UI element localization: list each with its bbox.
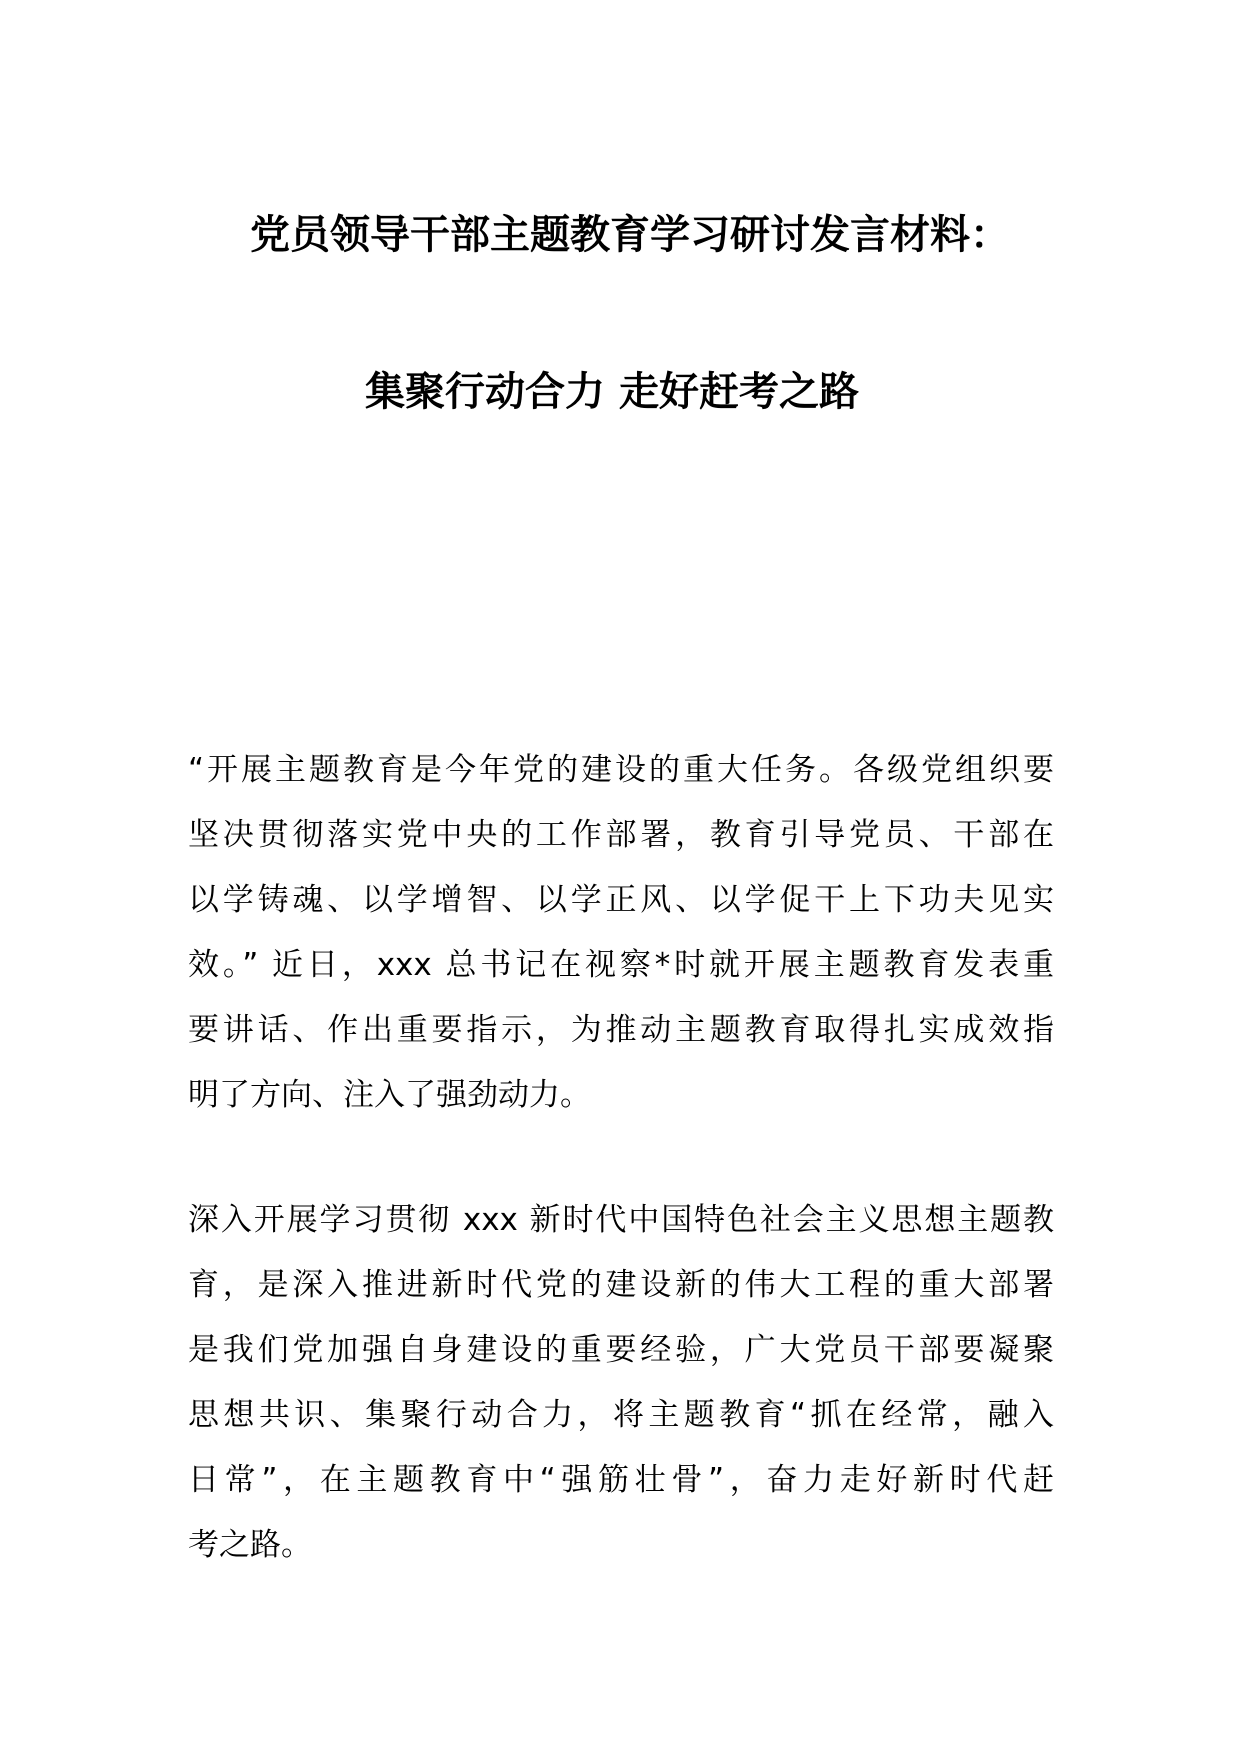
paragraph-line: “开展主题教育是今年党的建设的重大任务。各级党组织要 <box>188 752 1054 788</box>
paragraph-line: 明了方向、注入了强劲动力。 <box>188 1077 591 1113</box>
paragraph-line: 坚决贯彻落实党中央的工作部署，教育引导党员、干部在 <box>188 817 1054 853</box>
paragraph-2 <box>188 1188 1054 1578</box>
paragraph-line: 效。” 近日，xxx 总书记在视察*时就开展主题教育发表重 <box>188 947 1054 983</box>
paragraph-line: 深入开展学习贯彻 xxx 新时代中国特色社会主义思想主题教 <box>188 1202 1054 1238</box>
paragraph-line: 是我们党加强自身建设的重要经验，广大党员干部要凝聚 <box>188 1332 1054 1368</box>
paragraph-line: 日常”，在主题教育中“强筋壮骨”，奋力走好新时代赶 <box>188 1462 1054 1498</box>
paragraph-line: 考之路。 <box>188 1527 312 1563</box>
document-title-line-1: 党员领导干部主题教育学习研讨发言材料： <box>250 212 1010 258</box>
paragraph-line: 要讲话、作出重要指示，为推动主题教育取得扎实成效指 <box>188 1012 1054 1048</box>
paragraph-line: 育，是深入推进新时代党的建设新的伟大工程的重大部署 <box>188 1267 1054 1303</box>
document-title-line-2: 集聚行动合力 走好赶考之路 <box>365 369 859 415</box>
paragraph-1 <box>188 738 1054 1128</box>
paragraph-line: 以学铸魂、以学增智、以学正风、以学促干上下功夫见实 <box>188 882 1054 918</box>
paragraph-line: 思想共识、集聚行动合力，将主题教育“抓在经常，融入 <box>188 1397 1054 1433</box>
